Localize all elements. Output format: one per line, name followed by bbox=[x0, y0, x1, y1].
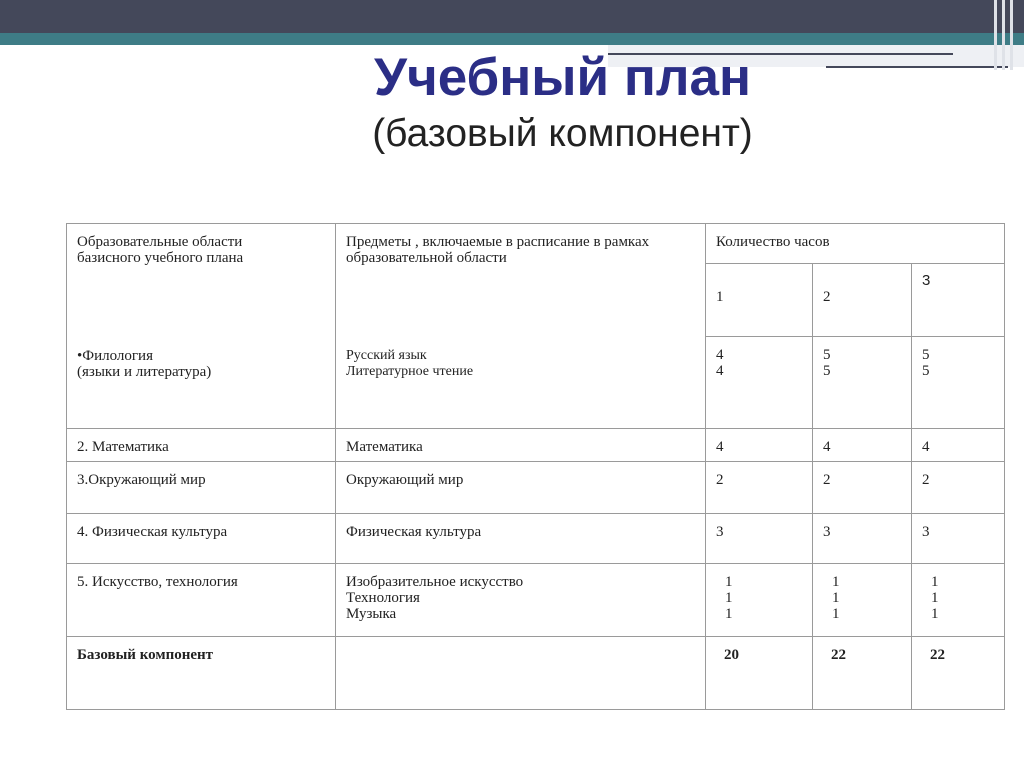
table-header-row bbox=[67, 224, 1005, 264]
pe-g1-value: 3 bbox=[716, 524, 724, 540]
slide-subtitle: (базовый компонент) bbox=[372, 112, 753, 155]
total-g1-value: 20 bbox=[724, 647, 739, 663]
subject-world: Окружающий мир bbox=[346, 472, 464, 488]
grade1-header: 1 bbox=[716, 289, 724, 305]
subject-math: Математика bbox=[346, 439, 423, 455]
philology-g1-value: 4 bbox=[716, 363, 724, 379]
area-world: 3.Окружающий мир bbox=[77, 472, 206, 488]
subject-technology: Технология bbox=[346, 590, 420, 606]
area-philology-line2: (языки и литература) bbox=[77, 364, 212, 380]
art-g1-value: 1 bbox=[725, 574, 733, 590]
art-g1-value: 1 bbox=[725, 590, 733, 606]
grade2-header: 2 bbox=[823, 289, 831, 305]
teal-decor-bar bbox=[0, 33, 1024, 45]
area-pe: 4. Физическая культура bbox=[77, 524, 228, 540]
total-empty-cell bbox=[336, 637, 706, 710]
total-g3-value: 22 bbox=[930, 647, 945, 663]
subject-fine-art: Изобразительное искусство bbox=[346, 574, 524, 590]
total-g2-value: 22 bbox=[831, 647, 846, 663]
art-g2-value: 1 bbox=[832, 606, 840, 622]
art-g3-value: 1 bbox=[931, 606, 939, 622]
table-row bbox=[67, 564, 1005, 637]
subjects-header: Предметы , включаемые в расписание в рамках образовательной области bbox=[346, 234, 650, 266]
math-g2-value: 4 bbox=[823, 439, 831, 455]
grade1-header-cell bbox=[706, 264, 813, 337]
subjects-header-cell bbox=[336, 224, 706, 429]
subject-music: Музыка bbox=[346, 606, 397, 622]
philology-g3-value: 5 bbox=[922, 363, 930, 379]
art-g2-value: 1 bbox=[832, 590, 840, 606]
art-g2-value: 1 bbox=[832, 574, 840, 590]
philology-g3-value: 5 bbox=[922, 347, 930, 363]
art-g1-value: 1 bbox=[725, 606, 733, 622]
area-art: 5. Искусство, технология bbox=[77, 574, 238, 590]
subjects-philology bbox=[336, 348, 705, 380]
subject-pe: Физическая культура bbox=[346, 524, 482, 540]
philology-g2-cell bbox=[813, 337, 912, 429]
grade3-header-cell bbox=[912, 264, 1005, 337]
pe-g2-value: 3 bbox=[823, 524, 831, 540]
area-philology-line1: •Филология bbox=[77, 348, 153, 364]
math-g1-value: 4 bbox=[716, 439, 724, 455]
total-row bbox=[67, 637, 1005, 710]
pe-g3-value: 3 bbox=[922, 524, 930, 540]
area-philology bbox=[67, 348, 335, 380]
total-label: Базовый компонент bbox=[77, 647, 214, 663]
table-row bbox=[67, 462, 1005, 514]
art-g3-value: 1 bbox=[931, 590, 939, 606]
table-row bbox=[67, 429, 1005, 462]
philology-g3-cell bbox=[912, 337, 1005, 429]
slide-title: Учебный план bbox=[373, 48, 751, 107]
math-g3-value: 4 bbox=[922, 439, 930, 455]
world-g3-value: 2 bbox=[922, 472, 930, 488]
subject-russian: Русский язык bbox=[346, 348, 427, 363]
art-g3-value: 1 bbox=[931, 574, 939, 590]
philology-g1-value: 4 bbox=[716, 347, 724, 363]
grade3-header: 3 bbox=[922, 272, 931, 289]
philology-g2-value: 5 bbox=[823, 363, 831, 379]
hours-header-cell bbox=[706, 224, 1005, 264]
hours-header: Количество часов bbox=[716, 234, 830, 250]
philology-g2-value: 5 bbox=[823, 347, 831, 363]
top-decor-bar bbox=[0, 0, 1024, 33]
table-row bbox=[67, 514, 1005, 564]
areas-header: Образовательные области базисного учебного плана bbox=[77, 234, 244, 266]
area-math: 2. Математика bbox=[77, 439, 169, 455]
philology-g1-cell bbox=[706, 337, 813, 429]
grade2-header-cell bbox=[813, 264, 912, 337]
subject-reading: Литературное чтение bbox=[346, 364, 474, 379]
curriculum-table bbox=[66, 223, 1005, 710]
world-g1-value: 2 bbox=[716, 472, 724, 488]
areas-header-cell bbox=[67, 224, 336, 429]
world-g2-value: 2 bbox=[823, 472, 831, 488]
